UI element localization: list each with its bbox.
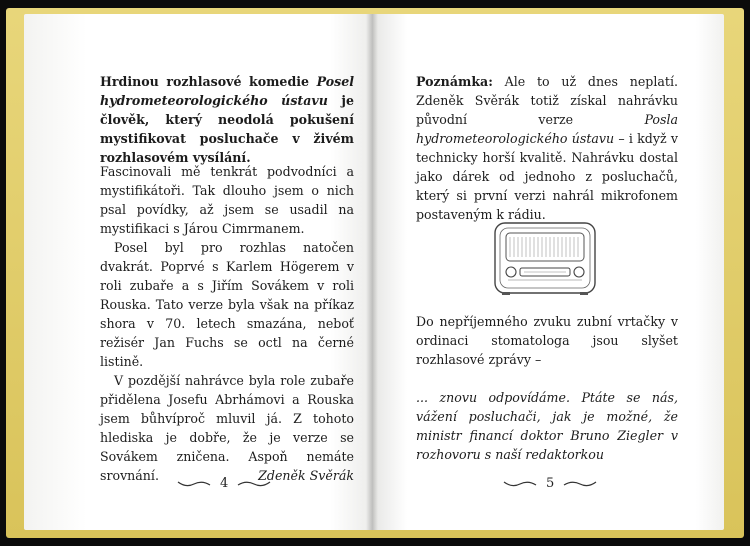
right-body-text [416,312,678,464]
paragraph-3: V pozdější nahrávce byla role zubaře přidělena Josefu Abrhámovi a Rouska jsem bůhvíproč mluvil já. Z tohoto hlediska je dobře, že je verze se Sovákem zničena. Aspoň nemáte srovnání. Zdeněk Svěrák [100,373,354,483]
signature: Zdeněk Svěrák [258,468,354,483]
ornament-right-icon [562,479,598,489]
book-gutter [366,14,378,530]
paragraph-broadcast: ... znovu odpovídáme. Ptáte se nás, vážení posluchači, jak je možné, že ministr financí doktor Bruno Ziegler v rozhovoru s naší redaktorkou [416,390,678,462]
radio-illustration-icon [492,220,598,296]
ornament-right-icon [236,479,272,489]
paragraph-2: Posel byl pro rozhlas natočen dvakrát. Poprvé s Karlem Högerem v roli zubaře a s Jiřím Sovákem v roli Rouska. Tato verze byla však na příkaz shora v 70. letech smazána, neboť režisér Jan Fuchs se octl na černé listině. [100,240,354,369]
paragraph-1: Fascinovali mě tenkrát podvodníci a mystifikátoři. Tak dlouho jsem o nich psal povídky, až jsem se usadil na mystifikaci s Járou Cimrmanem. [100,164,354,236]
left-body-text [100,162,354,485]
ornament-left-icon [502,479,538,489]
right-page [372,14,724,530]
note-label: Poznámka: [416,74,493,89]
page-number-left: 4 [176,476,272,491]
left-page [24,14,372,530]
intro-paragraph: Hrdinou rozhlasové komedie Posel hydrometeorologického ústavu je člověk, který neodolá pokušení mystifikovat posluchače v živém rozhlasovém vysílání. [100,74,354,165]
ornament-left-icon [176,479,212,489]
page-number-right: 5 [502,476,598,491]
paragraph-dentist: Do nepříjemného zvuku zubní vrtačky v ordinaci stomatologa jsou slyšet rozhlasové zprávy – [416,314,678,367]
note-paragraph: Poznámka: Ale to už dnes neplatí. Zdeněk Svěrák totiž získal nahrávku původní verze Posla hydrometeorologického ústavu – i když v technicky horší kvalitě. Nahrávku dostal jako dárek od jednoho z posluchačů, který si první verzi nahrál mikrofonem postaveným k rádiu. [416,74,678,222]
